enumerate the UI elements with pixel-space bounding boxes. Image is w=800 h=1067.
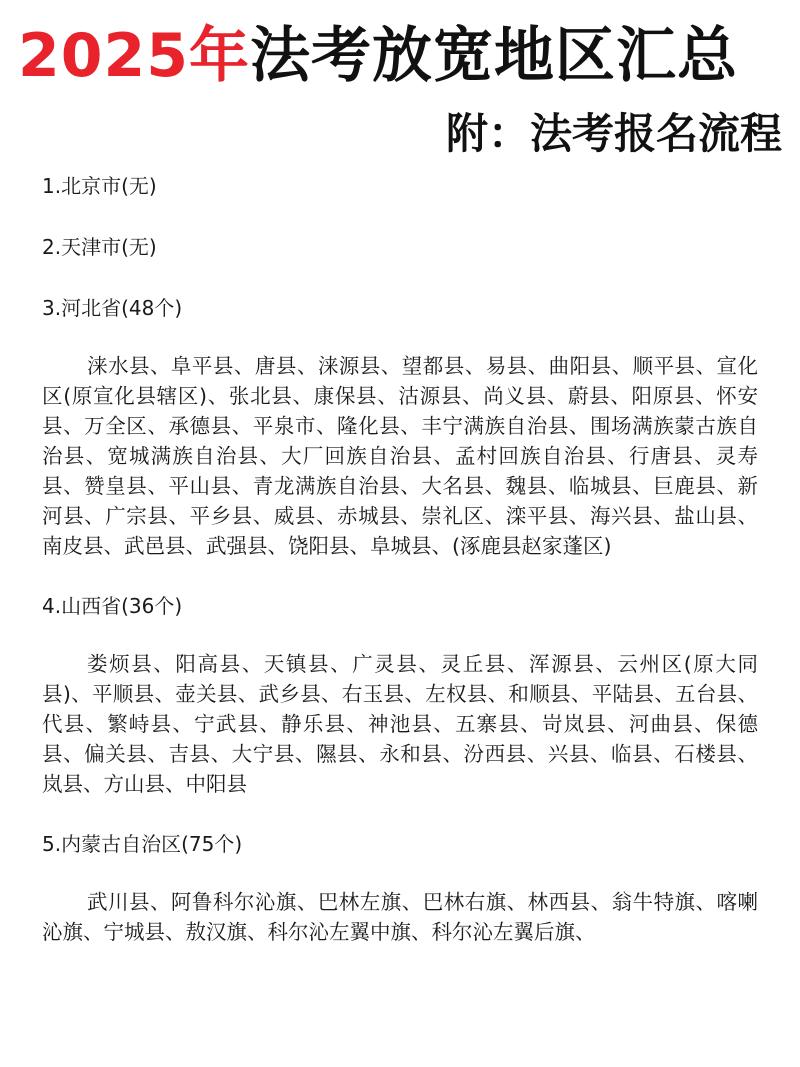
section-shanxi — [42, 590, 758, 799]
section-tianjin — [42, 231, 758, 263]
title-text: 法考放宽地区汇总 — [250, 21, 738, 91]
section-heading: 3.河北省(48个) — [42, 296, 183, 320]
page-title — [18, 20, 738, 92]
section-heading: 5.内蒙古自治区(75个) — [42, 832, 243, 856]
region-list — [42, 170, 758, 976]
section-inner-mongolia — [42, 828, 758, 947]
section-hebei — [42, 292, 758, 561]
section-beijing — [42, 170, 758, 202]
title-year: 2025年 — [18, 21, 250, 91]
header — [0, 0, 800, 165]
county-list: 武川县、阿鲁科尔沁旗、巴林左旗、巴林右旗、林西县、翁牛特旗、喀喇沁旗、宁城县、敖汉旗、科尔沁左翼中旗、科尔沁左翼后旗、 — [42, 890, 758, 944]
county-list: 娄烦县、阳高县、天镇县、广灵县、灵丘县、浑源县、云州区(原大同县)、平顺县、壶关县、武乡县、右玉县、左权县、和顺县、平陆县、五台县、代县、繁峙县、宁武县、静乐县、神池县、五寨县、岢岚县、河曲县、保德县、偏关县、吉县、大宁县、隰县、永和县、汾西县、兴县、临县、石楼县、岚县、方山县、中阳县 — [42, 652, 758, 796]
section-heading: 2.天津市(无) — [42, 235, 157, 259]
section-heading: 1.北京市(无) — [42, 174, 157, 198]
page-subtitle: 附：法考报名流程 — [445, 109, 782, 158]
county-list: 涞水县、阜平县、唐县、涞源县、望都县、易县、曲阳县、顺平县、宣化区(原宣化县辖区)、张北县、康保县、沽源县、尚义县、蔚县、阳原县、怀安县、万全区、承德县、平泉市、隆化县、丰宁满族自治县、围场满族蒙古族自治县、宽城满族自治县、大厂回族自治县、孟村回族自治县、行唐县、灵寿县、赞皇县、平山县、青龙满族自治县、大名县、魏县、临城县、巨鹿县、新河县、广宗县、平乡县、威县、赤城县、崇礼区、滦平县、海兴县、盐山县、南皮县、武邑县、武强县、饶阳县、阜城县、(涿鹿县赵家蓬区) — [42, 354, 758, 558]
section-heading: 4.山西省(36个) — [42, 594, 183, 618]
